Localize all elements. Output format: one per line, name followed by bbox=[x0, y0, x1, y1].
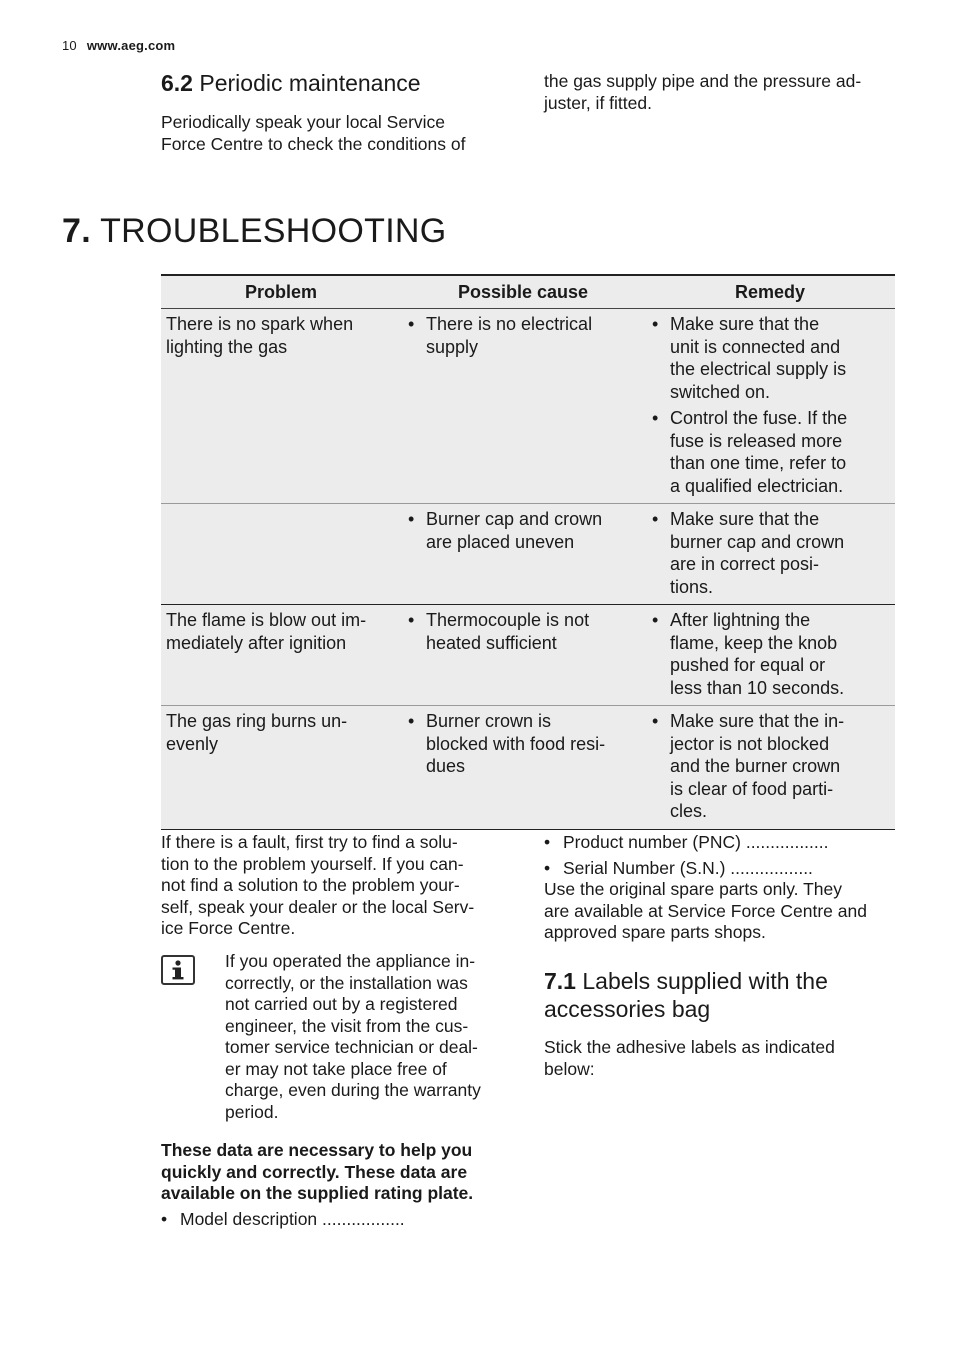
text-line: Force Centre to check the conditions of bbox=[161, 133, 466, 154]
section-7-heading bbox=[62, 212, 447, 251]
list-item bbox=[406, 508, 639, 553]
model-description: Model description ................. bbox=[180, 1209, 405, 1229]
list-item bbox=[650, 508, 889, 598]
text-line: juster, if fitted. bbox=[544, 92, 652, 113]
text-line: engineer, the visit from the cus- bbox=[225, 1015, 469, 1036]
section-6-2-heading bbox=[161, 70, 421, 97]
text-line: the gas supply pipe and the pressure ad- bbox=[544, 71, 862, 91]
text-line: There is no spark when bbox=[166, 314, 354, 334]
rating-plate-note bbox=[161, 1140, 473, 1205]
text-line: below: bbox=[544, 1058, 595, 1079]
text-line: approved spare parts shops. bbox=[544, 922, 766, 942]
text-line: quickly and correctly. These data are bbox=[161, 1161, 468, 1182]
text-line: tomer service technician or deal- bbox=[225, 1037, 478, 1057]
text-line: period. bbox=[225, 1101, 279, 1122]
text-line: flame, keep the knob bbox=[670, 632, 838, 653]
page-number: 10 bbox=[62, 38, 77, 53]
remedy-list bbox=[650, 313, 889, 497]
list-item bbox=[650, 609, 889, 699]
text-line: available on the supplied rating plate. bbox=[161, 1183, 474, 1203]
text-line: pushed for equal or bbox=[670, 655, 826, 675]
text-line: dues bbox=[426, 756, 466, 776]
table-row bbox=[161, 504, 895, 605]
text-line: • Burner crown is bbox=[426, 711, 552, 731]
section-number: 7.1 bbox=[544, 968, 576, 994]
problem-cell bbox=[161, 706, 401, 830]
remedy-cell bbox=[645, 605, 895, 706]
cause-list bbox=[406, 710, 639, 778]
remedy-list bbox=[650, 508, 889, 598]
text-line: • Make sure that the bbox=[670, 314, 820, 334]
text-line: er may not take place free of bbox=[225, 1058, 447, 1079]
remedy-cell bbox=[645, 309, 895, 504]
list-item bbox=[406, 609, 639, 654]
product-number: Product number (PNC) ................. bbox=[563, 832, 829, 852]
list-item bbox=[406, 710, 639, 778]
problem-cell bbox=[161, 605, 401, 706]
text-line: correctly, or the installation was bbox=[225, 972, 468, 993]
text-line: • Control the fuse. If the bbox=[670, 408, 848, 428]
text-line: not carried out by a registered bbox=[225, 994, 458, 1014]
text-line: supply bbox=[426, 336, 479, 357]
section-title: Labels supplied with the bbox=[582, 968, 828, 994]
spare-parts-paragraph bbox=[544, 879, 867, 944]
section-number: 7. bbox=[62, 212, 91, 250]
section-title: TROUBLESHOOTING bbox=[100, 212, 447, 250]
text-line: • There is no electrical bbox=[426, 314, 593, 334]
table-row bbox=[161, 605, 895, 706]
list-item-model bbox=[161, 1209, 405, 1231]
text-line: less than 10 seconds. bbox=[670, 677, 845, 698]
periodic-paragraph-left bbox=[161, 112, 465, 155]
text-line: jector is not blocked bbox=[670, 733, 830, 754]
text-line: mediately after ignition bbox=[166, 632, 347, 653]
text-line: The gas ring burns un- bbox=[166, 711, 348, 731]
problem-cell bbox=[161, 504, 401, 605]
table-row bbox=[161, 309, 895, 504]
bullet: • bbox=[161, 1209, 168, 1229]
section-number: 6.2 bbox=[161, 70, 193, 96]
text-line: not find a solution to the problem your- bbox=[161, 875, 460, 895]
remedy-cell bbox=[645, 706, 895, 830]
cause-list bbox=[406, 609, 639, 654]
list-item bbox=[650, 407, 889, 497]
text-line: lighting the gas bbox=[166, 336, 288, 357]
text-line: • Make sure that the bbox=[670, 509, 820, 529]
text-line: • Make sure that the in- bbox=[670, 711, 845, 731]
text-line: than one time, refer to bbox=[670, 453, 847, 473]
list-item bbox=[650, 313, 889, 403]
text-line: self, speak your dealer or the local Serv- bbox=[161, 896, 475, 917]
text-line: heated sufficient bbox=[426, 632, 557, 653]
text-line: charge, even during the warranty bbox=[225, 1080, 481, 1100]
text-line: ice Force Centre. bbox=[161, 918, 296, 938]
header-cause: Possible cause bbox=[401, 275, 645, 309]
header-problem: Problem bbox=[161, 275, 401, 309]
info-glyph bbox=[163, 957, 193, 983]
text-line: The flame is blow out im- bbox=[166, 610, 367, 630]
text-line: Stick the adhesive labels as indicated bbox=[544, 1037, 835, 1057]
table-header-row bbox=[161, 275, 895, 309]
text-line: burner cap and crown bbox=[670, 531, 845, 552]
text-line: cles. bbox=[670, 801, 708, 821]
cause-list bbox=[406, 508, 639, 553]
text-line: unit is connected and bbox=[670, 336, 841, 357]
remedy-list bbox=[650, 710, 889, 823]
fault-paragraph bbox=[161, 832, 474, 940]
text-line: These data are necessary to help you bbox=[161, 1140, 473, 1160]
list-item bbox=[406, 313, 639, 358]
section-title: Periodic maintenance bbox=[199, 70, 421, 96]
cause-list bbox=[406, 313, 639, 358]
periodic-paragraph-right bbox=[544, 71, 861, 114]
text-line: and the burner crown bbox=[670, 756, 841, 776]
list-item-sn bbox=[544, 858, 813, 880]
text-line: • Thermocouple is not bbox=[426, 610, 590, 630]
bullet: • bbox=[544, 858, 551, 878]
cause-cell bbox=[401, 706, 645, 830]
text-line: a qualified electrician. bbox=[670, 475, 844, 496]
text-line: evenly bbox=[166, 733, 219, 754]
text-line: switched on. bbox=[670, 381, 771, 402]
problem-cell bbox=[161, 309, 401, 504]
section-title-line-2: accessories bag bbox=[544, 996, 711, 1022]
text-line: Use the original spare parts only. They bbox=[544, 879, 842, 899]
text-line: the electrical supply is bbox=[670, 359, 847, 379]
labels-paragraph bbox=[544, 1037, 835, 1080]
header-remedy: Remedy bbox=[645, 275, 895, 309]
info-icon bbox=[161, 955, 195, 985]
remedy-cell bbox=[645, 504, 895, 605]
serial-number: Serial Number (S.N.) ................. bbox=[563, 858, 813, 878]
site-url[interactable]: www.aeg.com bbox=[86, 38, 176, 53]
text-line: If you operated the appliance in- bbox=[225, 951, 476, 971]
info-note bbox=[225, 951, 481, 1123]
list-item-pnc bbox=[544, 832, 829, 854]
text-line: tions. bbox=[670, 576, 714, 597]
text-line: is clear of food parti- bbox=[670, 778, 834, 799]
text-line: • Burner cap and crown bbox=[426, 509, 603, 529]
text-line: If there is a fault, first try to find a solu- bbox=[161, 832, 458, 852]
text-line: are placed uneven bbox=[426, 531, 575, 552]
troubleshooting-table bbox=[161, 274, 895, 830]
text-line: • After lightning the bbox=[670, 610, 811, 630]
list-item bbox=[650, 710, 889, 823]
bullet: • bbox=[544, 832, 551, 852]
text-line: fuse is released more bbox=[670, 430, 843, 451]
page-header bbox=[62, 38, 175, 53]
text-line: blocked with food resi- bbox=[426, 733, 606, 754]
cause-cell bbox=[401, 605, 645, 706]
text-line: are in correct posi- bbox=[670, 554, 820, 574]
cause-cell bbox=[401, 309, 645, 504]
remedy-list bbox=[650, 609, 889, 699]
text-line: Periodically speak your local Service bbox=[161, 112, 446, 132]
cause-cell bbox=[401, 504, 645, 605]
text-line: tion to the problem yourself. If you can- bbox=[161, 853, 464, 874]
section-7-1-heading bbox=[544, 967, 828, 1023]
table-row bbox=[161, 706, 895, 830]
text-line: are available at Service Force Centre and bbox=[544, 900, 867, 921]
